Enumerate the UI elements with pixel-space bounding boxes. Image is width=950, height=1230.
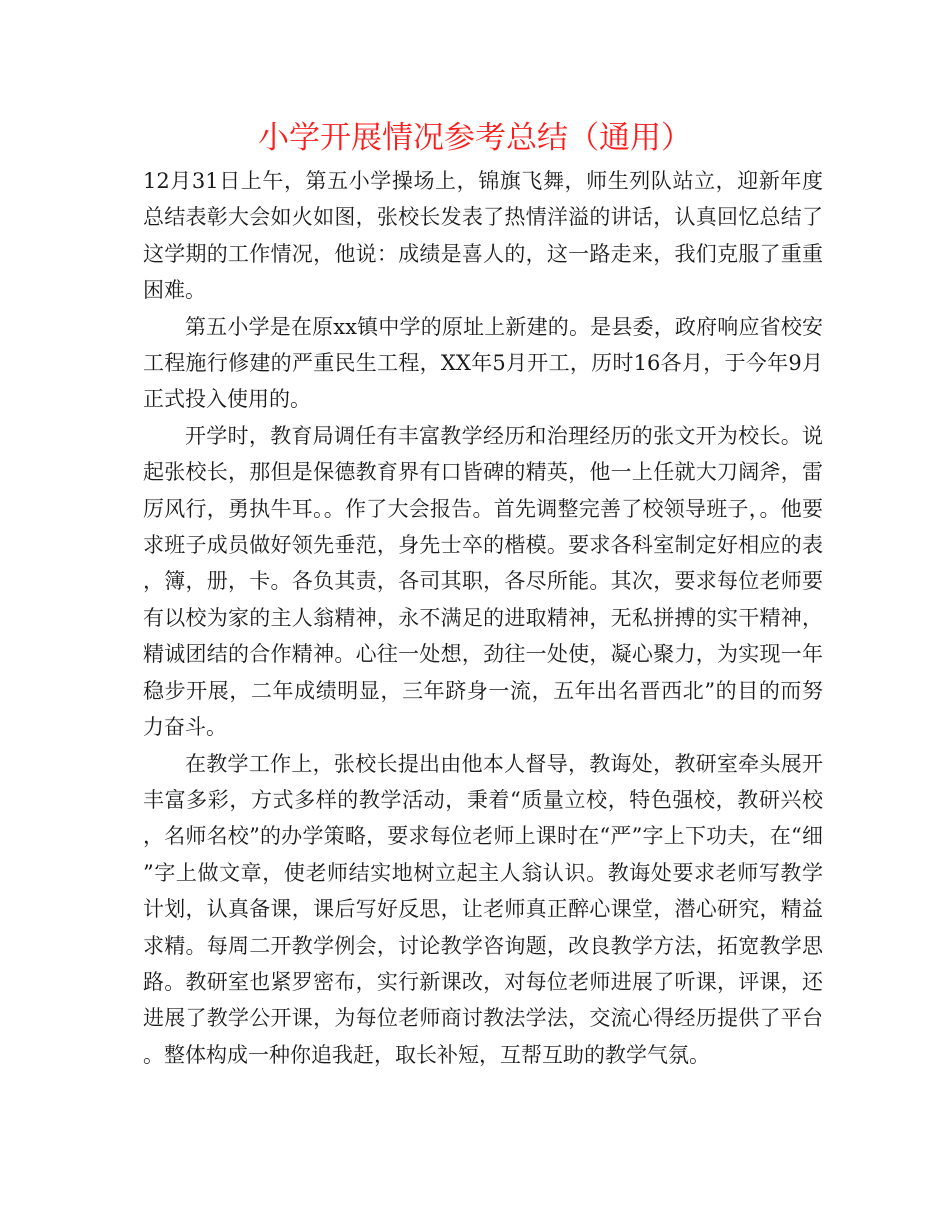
paragraph-1: 12月31日上午，第五小学操场上，锦旗飞舞，师生列队站立，迎新年度总结表彰大会如火如图，张校长发表了热情洋溢的讲话，认真回忆总结了这学期的工作情况，他说：成绩是喜人的，这一路走来，我们克服了重重困难。 (143, 169, 823, 303)
document-body (143, 163, 823, 1073)
document-title: 小学开展情况参考总结（通用） (258, 120, 692, 156)
paragraph-4: 在教学工作上，张校长提出由他本人督导，教诲处，教研室牵头展开丰富多彩，方式多样的教学活动，秉着“质量立校，特色强校，教研兴校，名师名校”的办学策略，要求每位老师上课时在“严”字上下功夫，在“细”字上做文章，使老师结实地树立起主人翁认识。教诲处要求老师写教学计划，认真备课，课后写好反思，让老师真正醉心课堂，潜心研究，精益求精。每周二开教学例会，讨论教学咨询题，改良教学方法，拓宽教学思路。教研室也紧罗密布，实行新课改，对每位老师进展了听课，评课，还进展了教学公开课，为每位老师商讨教法学法，交流心得经历提供了平台。整体构成一种你追我赶，取长补短，互帮互助的教学气氛。 (143, 751, 823, 1067)
paragraph-3: 开学时，教育局调任有丰富教学经历和治理经历的张文开为校长。说起张校长，那但是保德教育界有口皆碑的精英，他一上任就大刀阔斧，雷厉风行，勇执牛耳。。作了大会报告。首先调整完善了校领导班子，。他要求班子成员做好领先垂范，身先士卒的楷模。要求各科室制定好相应的表，簿，册，卡。各负其责，各司其职，各尽所能。其次，要求每位老师要有以校为家的主人翁精神，永不满足的进取精神，无私拼搏的实干精神，精诚团结的合作精神。心往一处想，劲往一处使，凝心聚力，为实现一年稳步开展，二年成绩明显，三年跻身一流，五年出名晋西北”的目的而努力奋斗。 (143, 423, 823, 740)
paragraph-2: 第五小学是在原xx镇中学的原址上新建的。是县委，政府响应省校安工程施行修建的严重民生工程，XX年5月开工，历时16各月，于今年9月正式投入使用的。 (143, 314, 823, 412)
